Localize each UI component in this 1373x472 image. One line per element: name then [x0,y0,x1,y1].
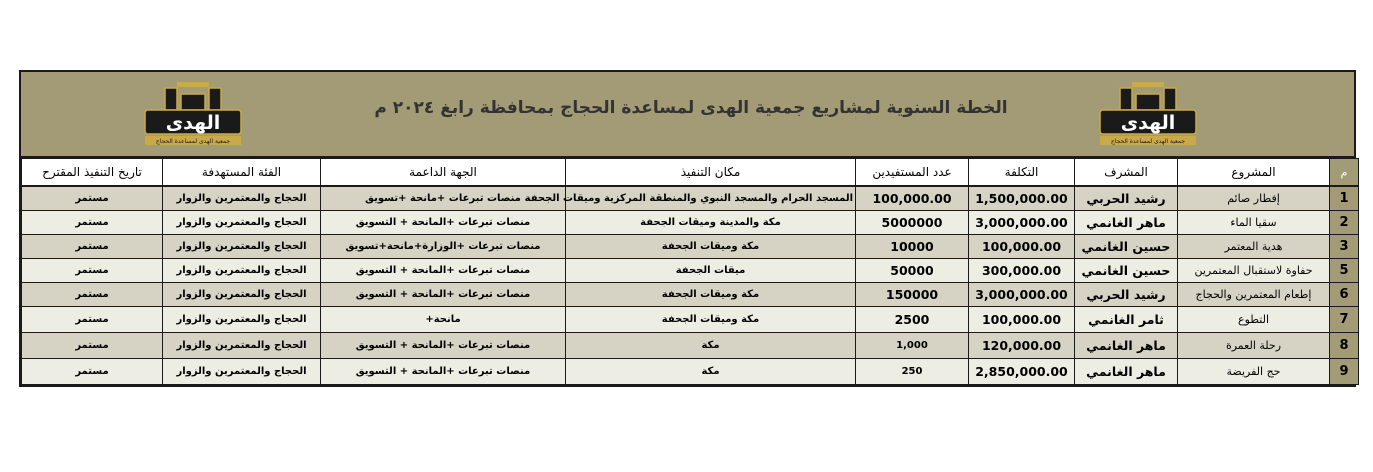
col-header-location: مكان التنفيذ [566,159,856,187]
projects-table [21,158,1359,385]
target-group-value: الحجاج والمعتمرين والزوار [163,186,321,210]
location-value: مكة وميقات الجحفة [566,282,856,306]
project-name: حج الفريضة [1178,358,1330,384]
beneficiaries-value: 1,000 [856,332,969,358]
page-title: الخطة السنوية لمشاريع جمعية الهدى لمساعدة الحجاج بمحافظة رابغ ٢٠٢٤ م [374,98,1008,118]
table-row [22,258,1359,282]
date-value: مستمر [22,186,163,210]
logo-caption: جمعية الهدى لمساعدة الحجاج [155,138,231,145]
cost-value: 1,500,000.00 [969,186,1075,210]
banner [21,72,1354,158]
col-header-target-group: الفئة المستهدفة [163,159,321,187]
project-name: التطوع [1178,306,1330,332]
location-value: مكة والمدينة وميقات الجحفة [566,210,856,234]
location-value: مكة [566,332,856,358]
cost-value: 100,000.00 [969,234,1075,258]
beneficiaries-value: 5000000 [856,210,969,234]
sponsor-value: منصات تبرعات +المانحة + التسويق [321,358,566,384]
row-number: 5 [1330,258,1359,282]
sponsor-value: منصات تبرعات +المانحة + التسويق [321,210,566,234]
project-name: رحلة العمرة [1178,332,1330,358]
date-value: مستمر [22,332,163,358]
cost-value: 100,000.00 [969,306,1075,332]
project-name: إطعام المعتمرين والحجاج [1178,282,1330,306]
project-name: إفطار صائم [1178,186,1330,210]
target-group-value: الحجاج والمعتمرين والزوار [163,282,321,306]
project-name: سقيا الماء [1178,210,1330,234]
col-header-cost: التكلفة [969,159,1075,187]
supervisor-name: حسين الغانمي [1075,234,1178,258]
location-value: المسجد الحرام والمسجد النبوي والمنطقة المركزية وميقات الجحفة [566,186,856,210]
cost-value: 300,000.00 [969,258,1075,282]
beneficiaries-value: 150000 [856,282,969,306]
row-number: 7 [1330,306,1359,332]
location-value: مكة وميقات الجحفة [566,306,856,332]
sponsor-value: منصات تبرعات +الوزارة+مانحة+تسويق [321,234,566,258]
col-header-date: تاريخ التنفيذ المقترح [22,159,163,187]
target-group-value: الحجاج والمعتمرين والزوار [163,210,321,234]
logo-graphic [1092,80,1204,148]
supervisor-name: ماهر الغانمي [1075,210,1178,234]
supervisor-name: رشيد الحربي [1075,282,1178,306]
col-header-supervisor: المشرف [1075,159,1178,187]
logo-wordmark: الهدى [1120,112,1176,134]
cost-value: 3,000,000.00 [969,282,1075,306]
supervisor-name: ماهر الغانمي [1075,332,1178,358]
date-value: مستمر [22,306,163,332]
supervisor-name: ماهر الغانمي [1075,358,1178,384]
logo-graphic [137,80,249,148]
beneficiaries-value: 250 [856,358,969,384]
beneficiaries-value: 2500 [856,306,969,332]
row-number: 1 [1330,186,1359,210]
col-header-project: المشروع [1178,159,1330,187]
col-header-sponsor: الجهة الداعمة [321,159,566,187]
sponsor-value: منصات تبرعات +المانحة + التسويق [321,258,566,282]
table-row [22,332,1359,358]
supervisor-name: حسين الغانمي [1075,258,1178,282]
table-row [22,358,1359,384]
location-value: ميقات الجحفة [566,258,856,282]
date-value: مستمر [22,234,163,258]
table-row [22,282,1359,306]
row-number: 9 [1330,358,1359,384]
row-number: 3 [1330,234,1359,258]
date-value: مستمر [22,210,163,234]
association-logo-left [137,80,249,148]
table-row [22,234,1359,258]
project-name: هدية المعتمر [1178,234,1330,258]
row-number: 6 [1330,282,1359,306]
cost-value: 2,850,000.00 [969,358,1075,384]
sponsor-value: مانحة+ [321,306,566,332]
logo-caption: جمعية الهدى لمساعدة الحجاج [1110,138,1186,145]
location-value: مكة [566,358,856,384]
col-header-number: م [1330,159,1359,187]
target-group-value: الحجاج والمعتمرين والزوار [163,332,321,358]
target-group-value: الحجاج والمعتمرين والزوار [163,258,321,282]
table-header-row [22,159,1359,187]
beneficiaries-value: 10000 [856,234,969,258]
association-logo-right [1092,80,1204,148]
date-value: مستمر [22,258,163,282]
date-value: مستمر [22,282,163,306]
target-group-value: الحجاج والمعتمرين والزوار [163,358,321,384]
table-row [22,186,1359,210]
beneficiaries-value: 100,000.00 [856,186,969,210]
cost-value: 120,000.00 [969,332,1075,358]
row-number: 2 [1330,210,1359,234]
sponsor-value: منصات تبرعات +المانحة + التسويق [321,282,566,306]
sponsor-value: منصات تبرعات +المانحة + التسويق [321,332,566,358]
supervisor-name: رشيد الحربي [1075,186,1178,210]
cost-value: 3,000,000.00 [969,210,1075,234]
supervisor-name: ثامر الغانمي [1075,306,1178,332]
project-name: حفاوة لاستقبال المعتمرين [1178,258,1330,282]
logo-wordmark: الهدى [165,112,221,134]
col-header-beneficiaries: عدد المستفيدين [856,159,969,187]
sponsor-value: منصات تبرعات +مانحة +تسويق [321,186,566,210]
table-row [22,210,1359,234]
location-value: مكة وميقات الجحفة [566,234,856,258]
row-number: 8 [1330,332,1359,358]
table-row [22,306,1359,332]
plan-sheet [19,70,1356,387]
date-value: مستمر [22,358,163,384]
target-group-value: الحجاج والمعتمرين والزوار [163,306,321,332]
beneficiaries-value: 50000 [856,258,969,282]
target-group-value: الحجاج والمعتمرين والزوار [163,234,321,258]
